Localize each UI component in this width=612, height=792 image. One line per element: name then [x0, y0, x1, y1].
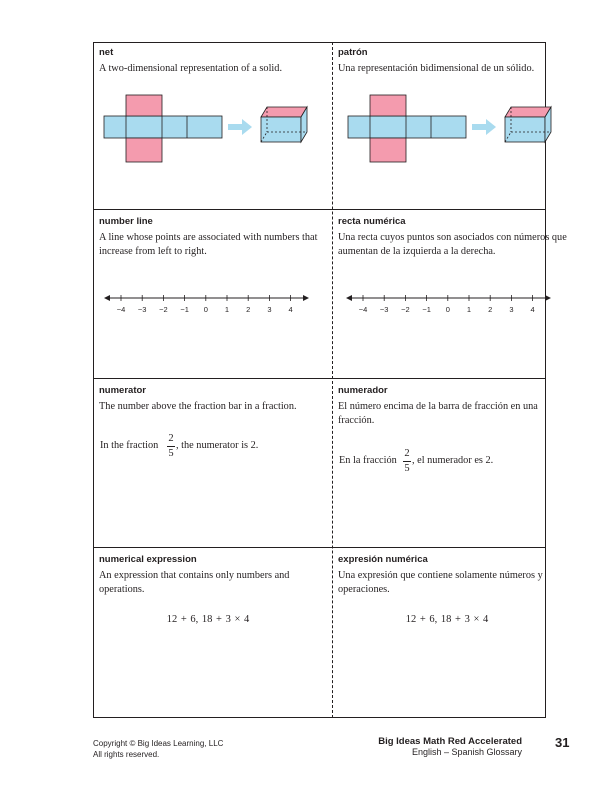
term-title: numerator: [99, 385, 146, 396]
book-info: [378, 736, 522, 758]
example-text: In the fraction: [100, 440, 159, 451]
tick-label: 1: [466, 305, 472, 314]
entry-number-line-spanish: [338, 216, 572, 258]
fraction-bar: [403, 461, 411, 462]
arrow-left-icon: [346, 295, 352, 301]
fraction-denominator: 5: [168, 448, 174, 459]
tick-label: −1: [422, 305, 431, 314]
arrow-icon: [472, 119, 496, 135]
term-definition: A two-dimensional representation of a solid.: [99, 63, 283, 74]
page-number: 31: [555, 735, 570, 750]
tick-label: 2: [246, 305, 251, 314]
term-definition: Una recta cuyos puntos son asociados con números que aumentan de la izquierda a la derecha.: [338, 232, 567, 257]
term-title: expresión numérica: [338, 554, 428, 565]
term-title: recta numérica: [338, 216, 406, 227]
term-definition: A line whose points are associated with numbers that increase from left to right.: [99, 232, 318, 257]
number-line: [104, 290, 309, 320]
tick-label: 2: [488, 305, 493, 314]
copyright-block: [93, 738, 223, 760]
fraction-numerator: 2: [168, 433, 174, 444]
term-title: net: [99, 47, 114, 58]
rights-text: All rights reserved.: [93, 750, 160, 759]
example-text: , the numerator is 2.: [176, 440, 259, 451]
tick-label: 1: [224, 305, 230, 314]
arrow-right-icon: [545, 295, 551, 301]
tick-label: −3: [137, 305, 147, 314]
fraction-bar: [167, 446, 175, 447]
entry-number-line-english: [99, 216, 333, 258]
term-definition: Una expresión que contiene solamente números y operaciones.: [338, 570, 543, 595]
row-divider: [93, 209, 546, 210]
cube-icon: [505, 107, 551, 142]
arrow-icon: [228, 119, 252, 135]
term-definition: El número encima de la barra de fracción en una fracción.: [338, 401, 538, 426]
example-text: En la fracción: [339, 455, 397, 466]
tick-label: 4: [288, 305, 293, 314]
tick-label: −2: [401, 305, 410, 314]
net-diagram: [348, 95, 466, 162]
term-definition: Una representación bidimensional de un sólido.: [338, 63, 535, 74]
tick-label: −3: [379, 305, 389, 314]
number-line: [346, 290, 551, 320]
tick-label: −2: [159, 305, 168, 314]
copyright-text: Copyright © Big Ideas Learning, LLC: [93, 739, 224, 748]
term-title: numerical expression: [99, 554, 197, 565]
entry-numerical-expression-english: [99, 554, 333, 596]
cube-icon: [261, 107, 307, 142]
entry-numerator-spanish: [338, 385, 572, 427]
tick-label: 0: [445, 305, 450, 314]
row-divider: [93, 378, 546, 379]
fraction-numerator: 2: [404, 448, 410, 459]
book-title: Big Ideas Math Red Accelerated: [378, 736, 522, 747]
net-illustration: [104, 95, 314, 165]
expression-example: 12 + 6, 18 + 3 × 4: [405, 614, 489, 625]
term-definition: The number above the fraction bar in a fraction.: [99, 401, 297, 412]
tick-label: 3: [267, 305, 272, 314]
tick-label: −4: [358, 305, 368, 314]
fraction-denominator: 5: [404, 463, 410, 474]
entry-net-english: [99, 47, 333, 76]
net-illustration: [348, 95, 558, 165]
net-diagram: [104, 95, 222, 162]
example-text: , el numerador es 2.: [412, 455, 494, 466]
glossary-label: English – Spanish Glossary: [411, 747, 522, 757]
arrow-left-icon: [104, 295, 110, 301]
entry-net-spanish: [338, 47, 572, 76]
expression-example: 12 + 6, 18 + 3 × 4: [166, 614, 250, 625]
term-title: numerador: [338, 385, 388, 396]
tick-label: 0: [203, 305, 208, 314]
term-definition: An expression that contains only numbers and operations.: [99, 570, 290, 595]
tick-label: −1: [180, 305, 189, 314]
term-title: number line: [99, 216, 153, 227]
entry-numerical-expression-spanish: [338, 554, 572, 596]
tick-label: 3: [509, 305, 514, 314]
tick-label: 4: [530, 305, 535, 314]
term-title: patrón: [338, 47, 368, 58]
tick-label: −4: [116, 305, 126, 314]
arrow-right-icon: [303, 295, 309, 301]
entry-numerator-english: [99, 385, 333, 414]
row-divider: [93, 547, 546, 548]
